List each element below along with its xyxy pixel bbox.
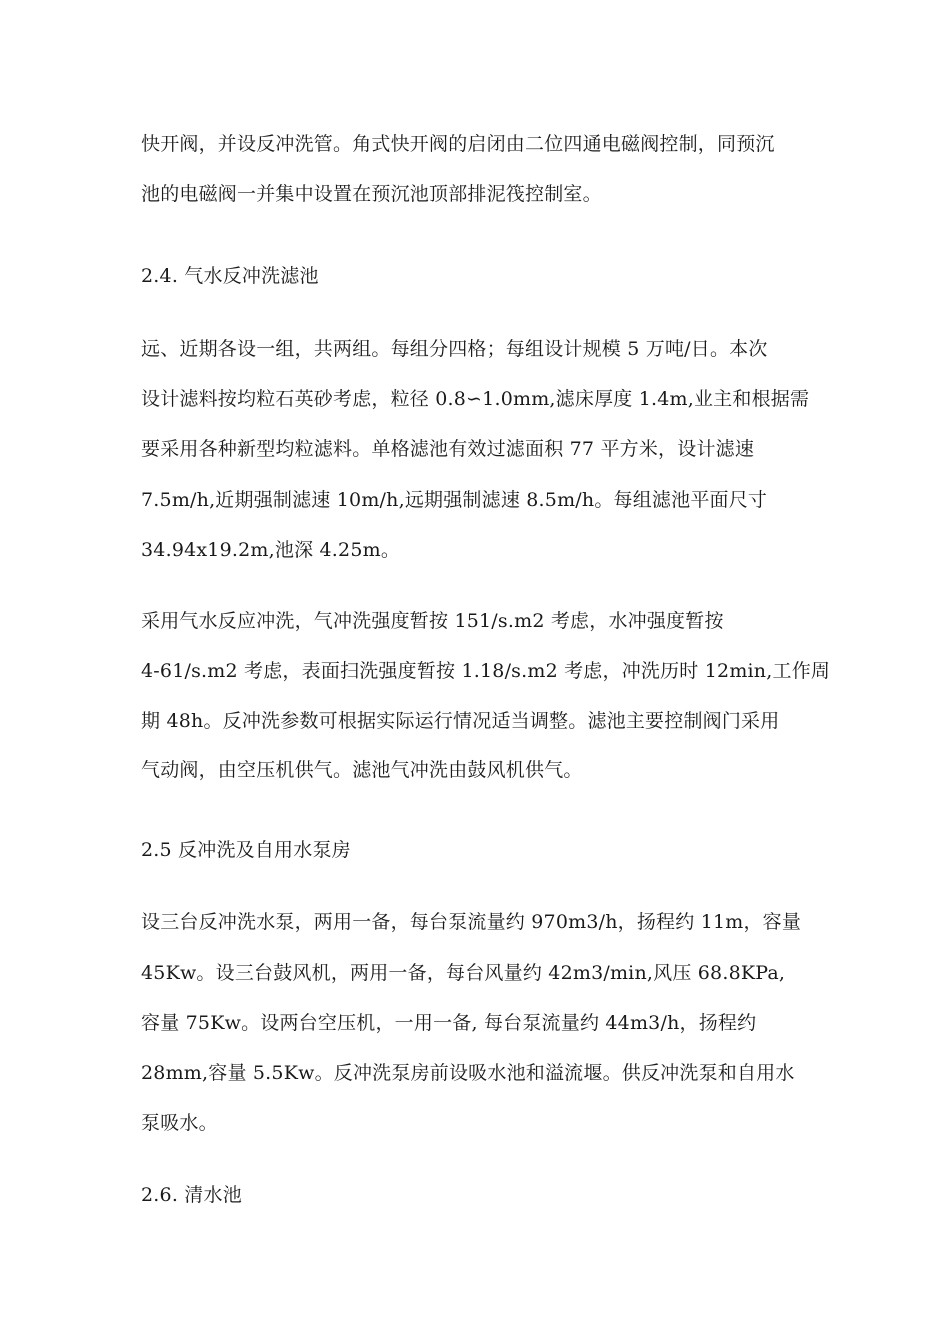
paragraph-line: 28mm,容量 5.5Kw。反冲洗泵房前设吸水池和溢流堰。供反冲洗泵和自用水 [141,1062,795,1084]
paragraph-line: 期 48h。反冲洗参数可根据实际运行情况适当调整。滤池主要控制阀门采用 [141,710,780,732]
paragraph-line: 池的电磁阀一并集中设置在预沉池顶部排泥筏控制室。 [141,183,602,205]
section-heading-2-4: 2.4. 气水反冲洗滤池 [141,265,319,287]
section-heading-2-6: 2.6. 清水池 [141,1184,242,1206]
paragraph-line: 45Kw。设三台鼓风机，两用一备，每台风量约 42m3/min,风压 68.8KPa, [141,962,786,984]
paragraph-line: 泵吸水。 [141,1112,218,1134]
paragraph-line: 7.5m/h,近期强制滤速 10m/h,远期强制滤速 8.5m/h。每组滤池平面尺寸 [141,489,768,511]
paragraph-line: 4-61/s.m2 考虑，表面扫洗强度暂按 1.18/s.m2 考虑，冲洗历时 12min,工作周 [141,660,831,682]
paragraph-line: 34.94x19.2m,池深 4.25m。 [141,539,401,561]
paragraph-line: 远、近期各设一组，共两组。每组分四格；每组设计规模 5 万吨/日。本次 [141,338,768,360]
paragraph-line: 设计滤料按均粒石英砂考虑，粒径 0.8∽1.0mm,滤床厚度 1.4m,业主和根据需 [141,388,810,410]
paragraph-line: 设三台反冲洗水泵，两用一备，每台泵流量约 970m3/h，扬程约 11m，容量 [141,911,802,933]
paragraph-line: 快开阀，并设反冲洗管。角式快开阀的启闭由二位四通电磁阀控制，同预沉 [141,133,775,155]
section-heading-2-5: 2.5 反冲洗及自用水泵房 [141,839,351,861]
paragraph-line: 采用气水反应冲洗，气冲洗强度暂按 151/s.m2 考虑，水冲强度暂按 [141,610,724,632]
paragraph-line: 要采用各种新型均粒滤料。单格滤池有效过滤面积 77 平方米，设计滤速 [141,438,755,460]
paragraph-line: 容量 75Kw。设两台空压机，一用一备, 每台泵流量约 44m3/h，扬程约 [141,1012,757,1034]
paragraph-line: 气动阀，由空压机供气。滤池气冲洗由鼓风机供气。 [141,759,583,781]
